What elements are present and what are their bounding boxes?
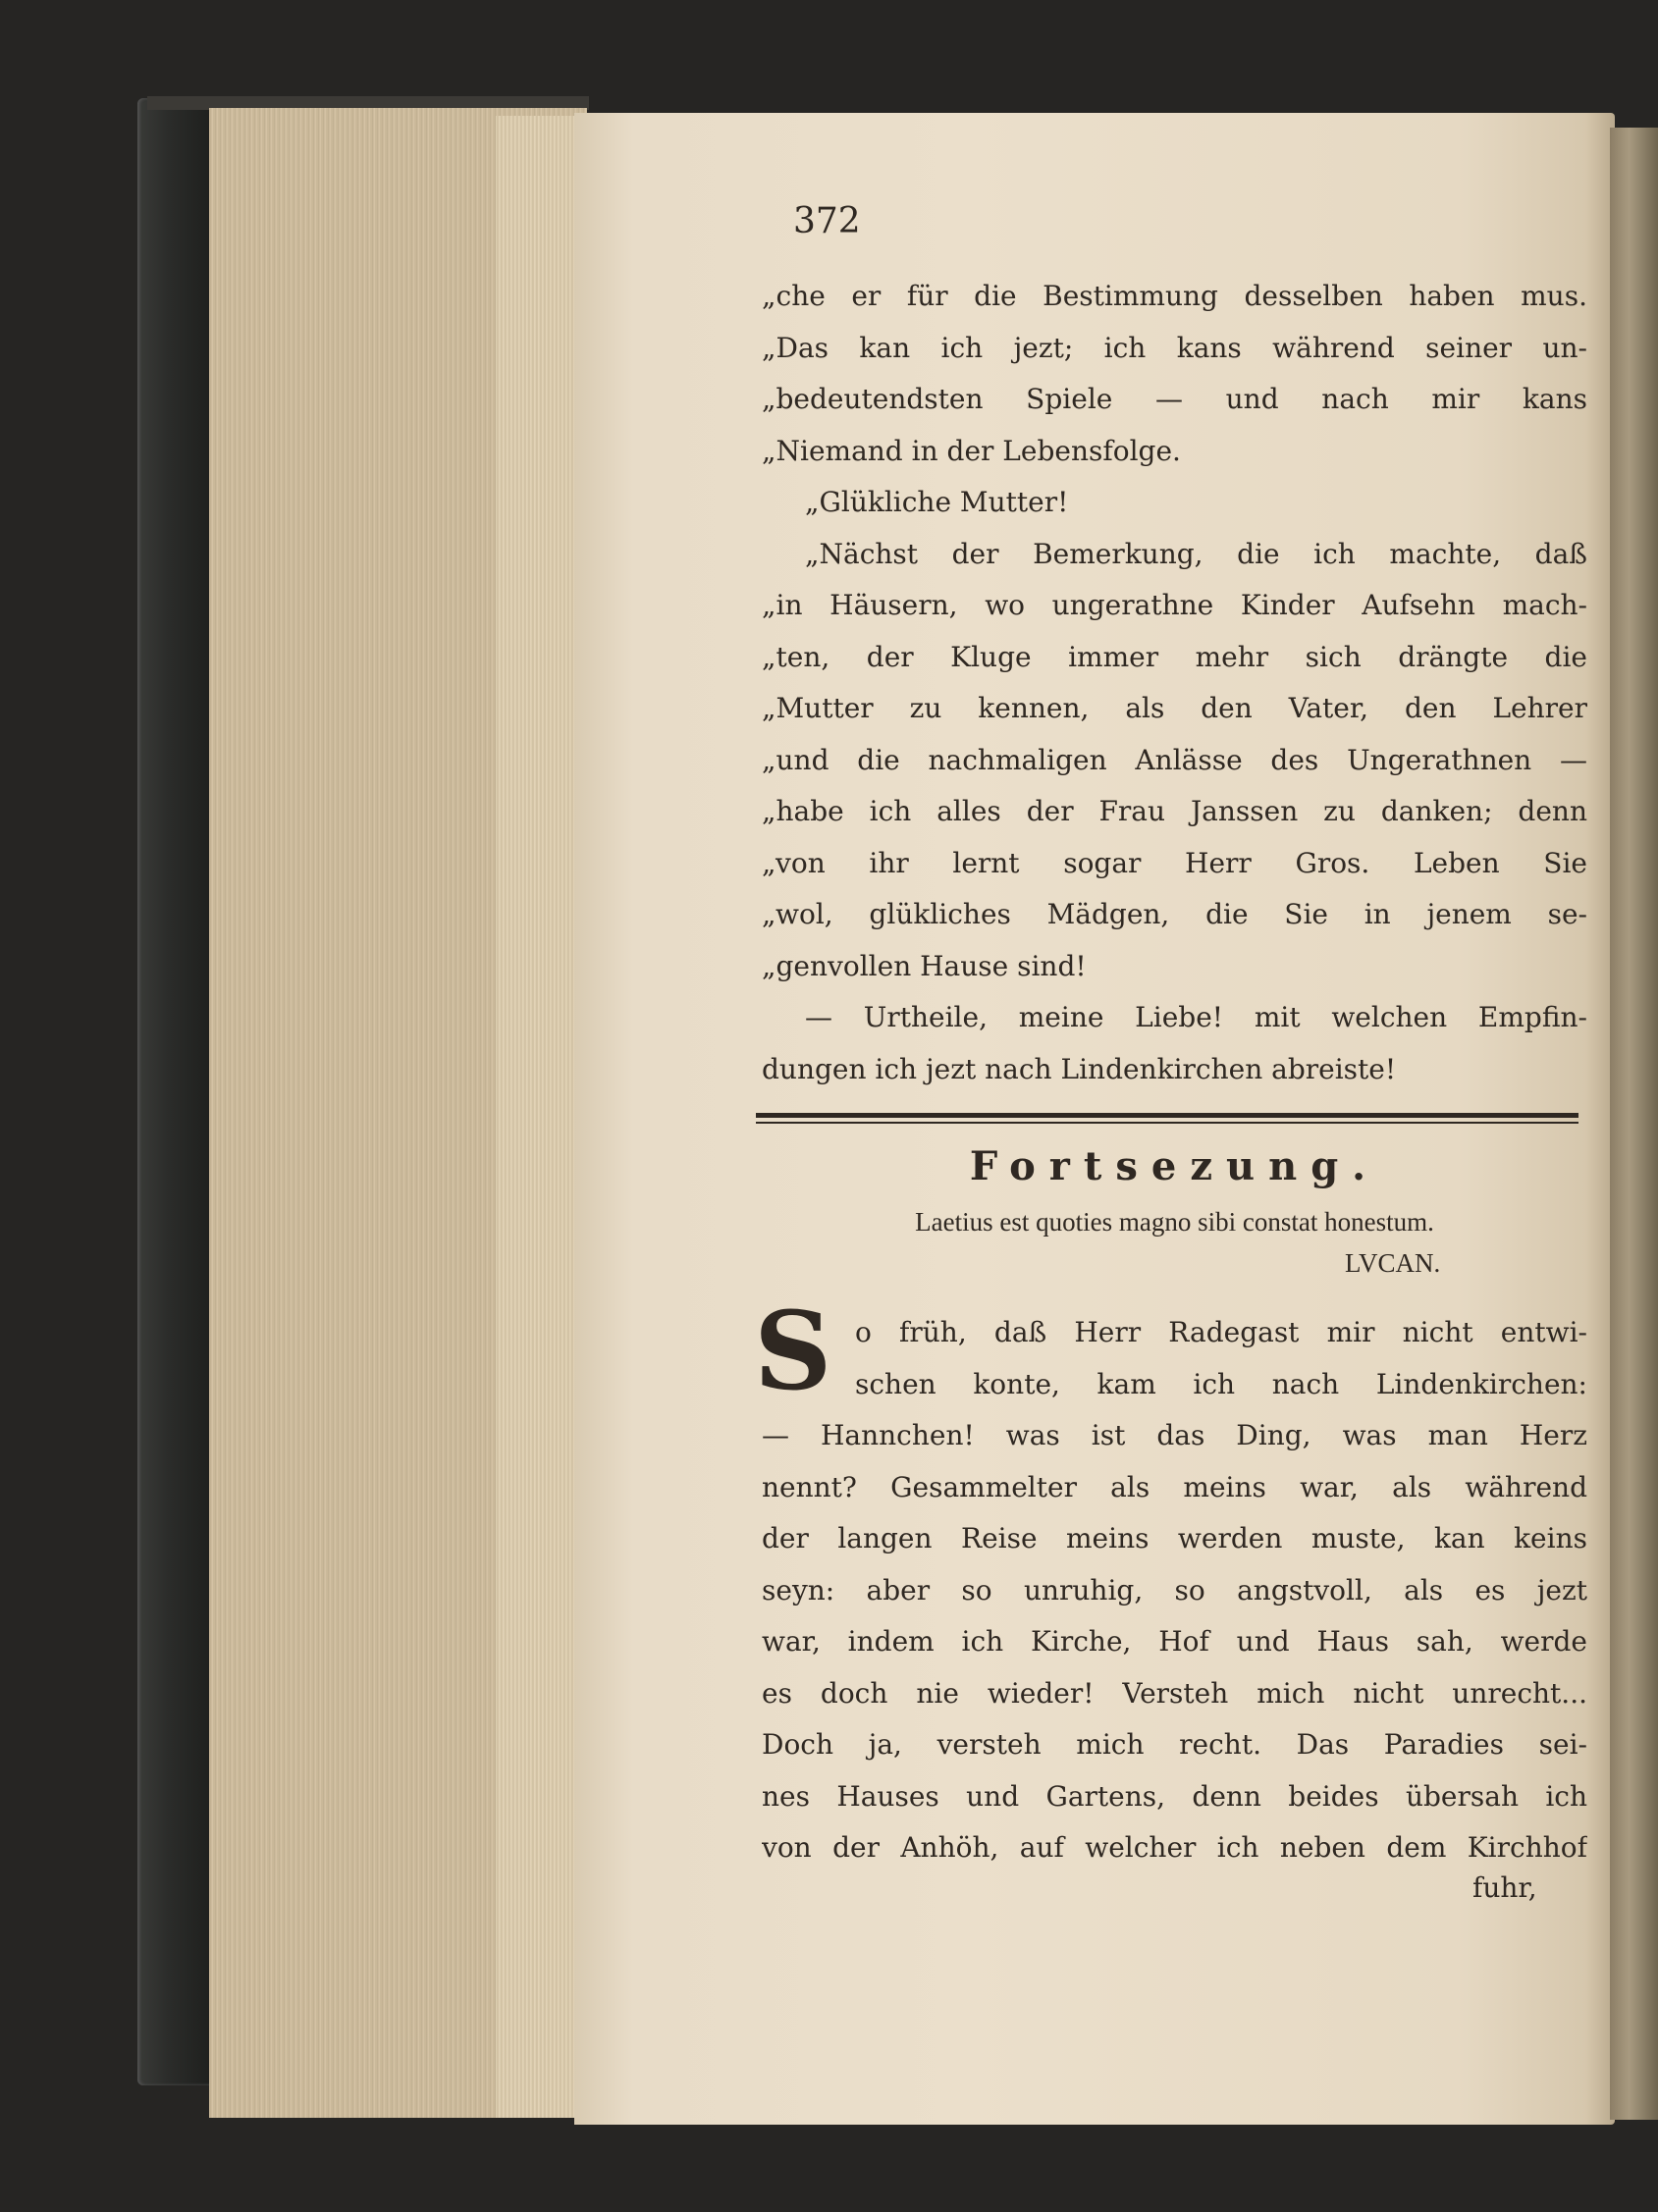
section-divider: [756, 1113, 1578, 1118]
page-right-shadow: [1610, 128, 1658, 2120]
text-line: „habe ich alles der Frau Janssen zu danken; denn: [762, 795, 1587, 827]
text-block-2: [762, 1307, 1587, 1874]
text-line: „in Häusern, wo ungerathne Kinder Aufsehn mach-: [762, 589, 1587, 621]
drop-cap: S: [754, 1288, 832, 1414]
text-line: „von ihr lernt sogar Herr Gros. Leben Sie: [762, 846, 1587, 879]
section-heading: Fortsezung.: [969, 1143, 1380, 1189]
text-line: schen konte, kam ich nach Lindenkirchen:: [855, 1367, 1587, 1400]
text-line: nes Hauses und Gartens, denn beides übersah ich: [762, 1779, 1587, 1813]
text-line: war, indem ich Kirche, Hof und Haus sah, werde: [762, 1625, 1587, 1658]
text-line: „bedeutendsten Spiele — und nach mir kans: [762, 383, 1587, 415]
section-divider-thin: [756, 1122, 1578, 1124]
text-line: „Mutter zu kennen, als den Vater, den Lehrer: [762, 692, 1587, 724]
text-line: — Urtheile, meine Liebe! mit welchen Empfin-: [805, 1001, 1587, 1033]
text-line: Doch ja, versteh mich recht. Das Paradies sei-: [762, 1728, 1587, 1761]
text-line: seyn: aber so unruhig, so angstvoll, als es jezt: [762, 1573, 1587, 1606]
text-line: der langen Reise meins werden muste, kan keins: [762, 1522, 1587, 1554]
text-line: — Hannchen! was ist das Ding, was man Herz: [762, 1419, 1587, 1451]
text-line: „ten, der Kluge immer mehr sich drängte die: [762, 640, 1587, 673]
text-block-1: [762, 271, 1587, 1095]
catchword: fuhr,: [1472, 1871, 1537, 1904]
text-line: „Nächst der Bemerkung, die ich machte, daß: [805, 537, 1587, 570]
page-edges-inner: [496, 116, 584, 2118]
text-line: es doch nie wieder! Versteh mich nicht unrecht...: [762, 1676, 1587, 1710]
text-line: „wol, glükliches Mädgen, die Sie in jenem se-: [762, 898, 1587, 930]
text-line: nennt? Gesammelter als meins war, als während: [762, 1470, 1587, 1503]
text-line: „Glükliche Mutter!: [805, 486, 1069, 518]
book-cover: [137, 98, 216, 2085]
motto-author: LVCAN.: [1345, 1248, 1441, 1278]
text-line: „Niemand in der Lebensfolge.: [762, 434, 1181, 467]
text-line: von der Anhöh, auf welcher ich neben dem Kirchhof: [762, 1831, 1587, 1864]
text-line: „und die nachmaligen Anlässe des Ungerathnen —: [762, 743, 1587, 776]
text-line: „Das kan ich jezt; ich kans während seiner un-: [762, 331, 1587, 364]
motto: Laetius est quoties magno sibi constat honestum.: [915, 1207, 1434, 1237]
text-line: dungen ich jezt nach Lindenkirchen abreiste!: [762, 1052, 1397, 1085]
text-line: o früh, daß Herr Radegast mir nicht entwi-: [855, 1316, 1587, 1348]
text-line: „genvollen Hause sind!: [762, 949, 1087, 982]
page-number: 372: [793, 201, 861, 241]
text-line: „che er für die Bestimmung desselben haben mus.: [762, 280, 1587, 312]
